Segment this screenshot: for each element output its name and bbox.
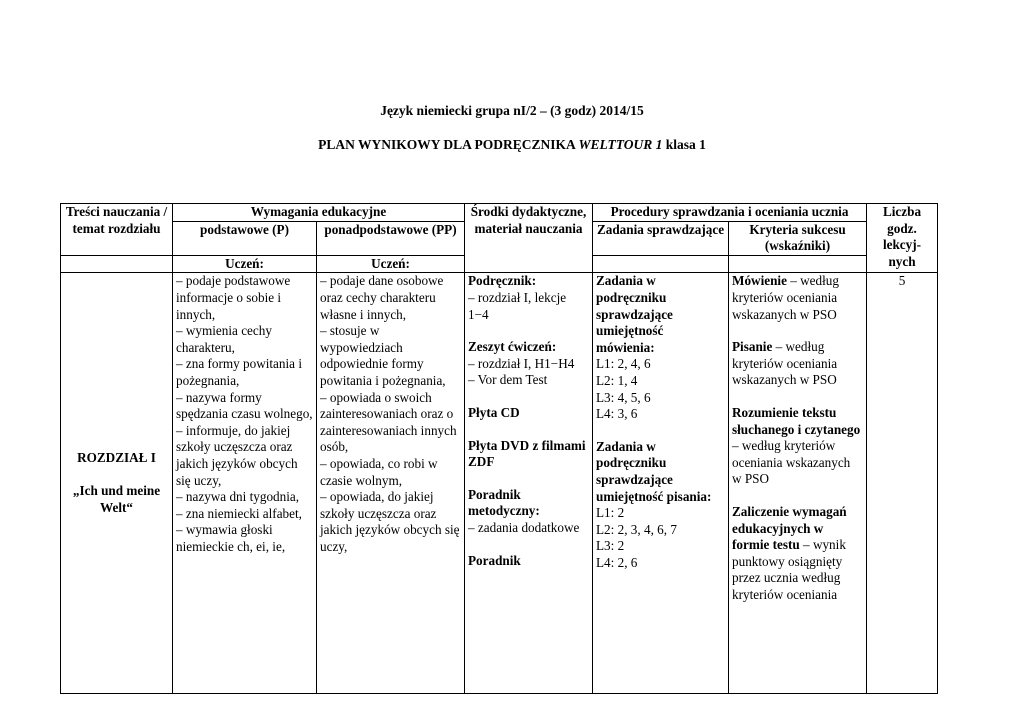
srodki-plyta-dvd: Płyta DVD z filmami ZDF — [468, 437, 586, 470]
zadania-mowienie-label: Zadania w podręczniku sprawdzające umiejętność mówienia: — [596, 273, 673, 355]
ponad-item: – opowiada, do jakiej szkoły uczęszcza oraz jakich języków obcych się uczy, — [320, 489, 460, 554]
header-ponadpodstawowe: ponadpodstawowe (PP) — [317, 221, 465, 255]
kryteria-zaliczenie — [732, 504, 863, 604]
chapter-label: ROZDZIAŁ I — [77, 450, 156, 466]
srodki-poradnik-label: Poradnik metodyczny: — [468, 486, 540, 519]
zadania-pisanie-label: Zadania w podręczniku sprawdzające umiejętność pisania: — [596, 438, 712, 504]
srodki-podrecznik-text: – rozdział I, lekcje 1−4 — [468, 289, 567, 322]
header-podstawowe: podstawowe (P) — [173, 221, 317, 255]
header-srodki: Środki dydaktyczne, materiał nauczania — [465, 204, 593, 273]
kryteria-cell — [729, 273, 867, 694]
zadania-mowienie-text: L1: 2, 4, 6 L2: 1, 4 L3: 4, 5, 6 L4: 3, 6 — [596, 356, 651, 422]
podstawowe-item: – zna niemiecki alfabet, — [176, 505, 302, 521]
kryteria-mowienie-text: – według kryteriów oceniania wskazanych w PSO — [732, 273, 839, 322]
srodki-podrecznik-label: Podręcznik: — [468, 273, 537, 289]
document-title: Język niemiecki grupa nI/2 – (3 godz) 2014/15 — [380, 103, 644, 118]
header-procedury: Procedury sprawdzania i oceniania ucznia — [593, 204, 867, 222]
header-kryteria: Kryteria sukcesu (wskaźniki) — [729, 221, 867, 255]
document-subtitle — [0, 137, 1024, 153]
podstawowe-item: – wymienia cechy charakteru, — [176, 323, 272, 355]
header-zadania: Zadania sprawdzające — [593, 221, 729, 255]
zadania-cell — [593, 273, 729, 694]
kryteria-pisanie — [732, 339, 863, 389]
kryteria-pisanie-text: – według kryteriów oceniania wskazanych w PSO — [732, 339, 838, 388]
podstawowe-item: – nazywa dni tygodnia, — [176, 489, 300, 505]
header-tresci: Treści nauczania / temat rozdziału — [61, 204, 173, 256]
header-wymagania: Wymagania edukacyjne — [173, 204, 465, 222]
subtitle-book-title: WELTTOUR 1 — [578, 137, 663, 152]
kryteria-pisanie-label: Pisanie — [732, 339, 773, 355]
podstawowe-item: – informuje, do jakiej szkoły uczęszcza oraz jakich języków obcych się uczy, — [176, 422, 298, 488]
ponad-item: – podaje dane osobowe oraz cechy charakteru własne i innych, — [320, 273, 444, 322]
liczba-cell: 5 — [867, 273, 938, 694]
srodki-plyta-cd: Płyta CD — [468, 404, 520, 420]
kryteria-rozumienie — [732, 405, 863, 488]
header-uczen-pp: Uczeń: — [317, 255, 465, 273]
srodki-zeszyt-label: Zeszyt ćwiczeń: — [468, 339, 557, 355]
subtitle-prefix: PLAN WYNIKOWY DLA PODRĘCZNIKA — [318, 137, 579, 152]
chapter-topic: „Ich und meine Welt“ — [72, 483, 161, 515]
kryteria-mowienie-label: Mówienie — [732, 273, 787, 289]
kryteria-rozumienie-label: Rozumienie tekstu słuchanego i czytanego — [732, 404, 861, 437]
kryteria-zaliczenie-label: Zaliczenie wymagań edukacyjnych w formie testu — [732, 503, 847, 553]
podstawowe-item: – podaje podstawowe informacje o sobie i innych, — [176, 273, 291, 322]
kryteria-zaliczenie-text: – wynik punktowy osiągnięty przez ucznia według kryteriów oceniania — [732, 537, 846, 602]
chapter-row — [61, 273, 938, 694]
subtitle-suffix: klasa 1 — [662, 137, 706, 152]
ponad-item: – opowiada o swoich zainteresowaniach oraz o zainteresowaniach innych osób, — [320, 389, 457, 455]
header-liczba: Liczba godz. lekcyj-nych — [867, 204, 938, 273]
podstawowe-item: – nazywa formy spędzania czasu wolnego, — [176, 389, 313, 422]
podstawowe-item: – zna formy powitania i pożegnania, — [176, 356, 302, 388]
header-row-1 — [61, 204, 938, 222]
plan-table — [60, 203, 938, 694]
podstawowe-item: – wymawia głoski niemieckie ch, ei, ie, — [176, 522, 286, 554]
header-empty-cell — [593, 255, 729, 273]
header-empty-cell — [61, 255, 173, 273]
srodki-poradnik-text: – zadania dodatkowe — [468, 519, 580, 535]
header-empty-cell — [729, 255, 867, 273]
podstawowe-cell — [173, 273, 317, 694]
header-uczen-p: Uczeń: — [173, 255, 317, 273]
zadania-pisanie-text: L1: 2 L2: 2, 3, 4, 6, 7 L3: 2 L4: 2, 6 — [596, 505, 677, 570]
ponad-item: – opowiada, co robi w czasie wolnym, — [320, 455, 438, 488]
srodki-zeszyt-text: – rozdział I, H1−H4 – Vor dem Test — [468, 355, 575, 388]
kryteria-rozumienie-text: – według kryteriów oceniania wskazanych w PSO — [732, 438, 851, 487]
chapter-cell — [61, 273, 173, 694]
ponadpodstawowe-cell — [317, 273, 465, 694]
srodki-poradnik2: Poradnik — [468, 552, 521, 568]
kryteria-mowienie — [732, 273, 863, 323]
srodki-cell — [465, 273, 593, 694]
ponad-item: – stosuje w wypowiedziach odpowiednie formy powitania i pożegnania, — [320, 323, 446, 388]
